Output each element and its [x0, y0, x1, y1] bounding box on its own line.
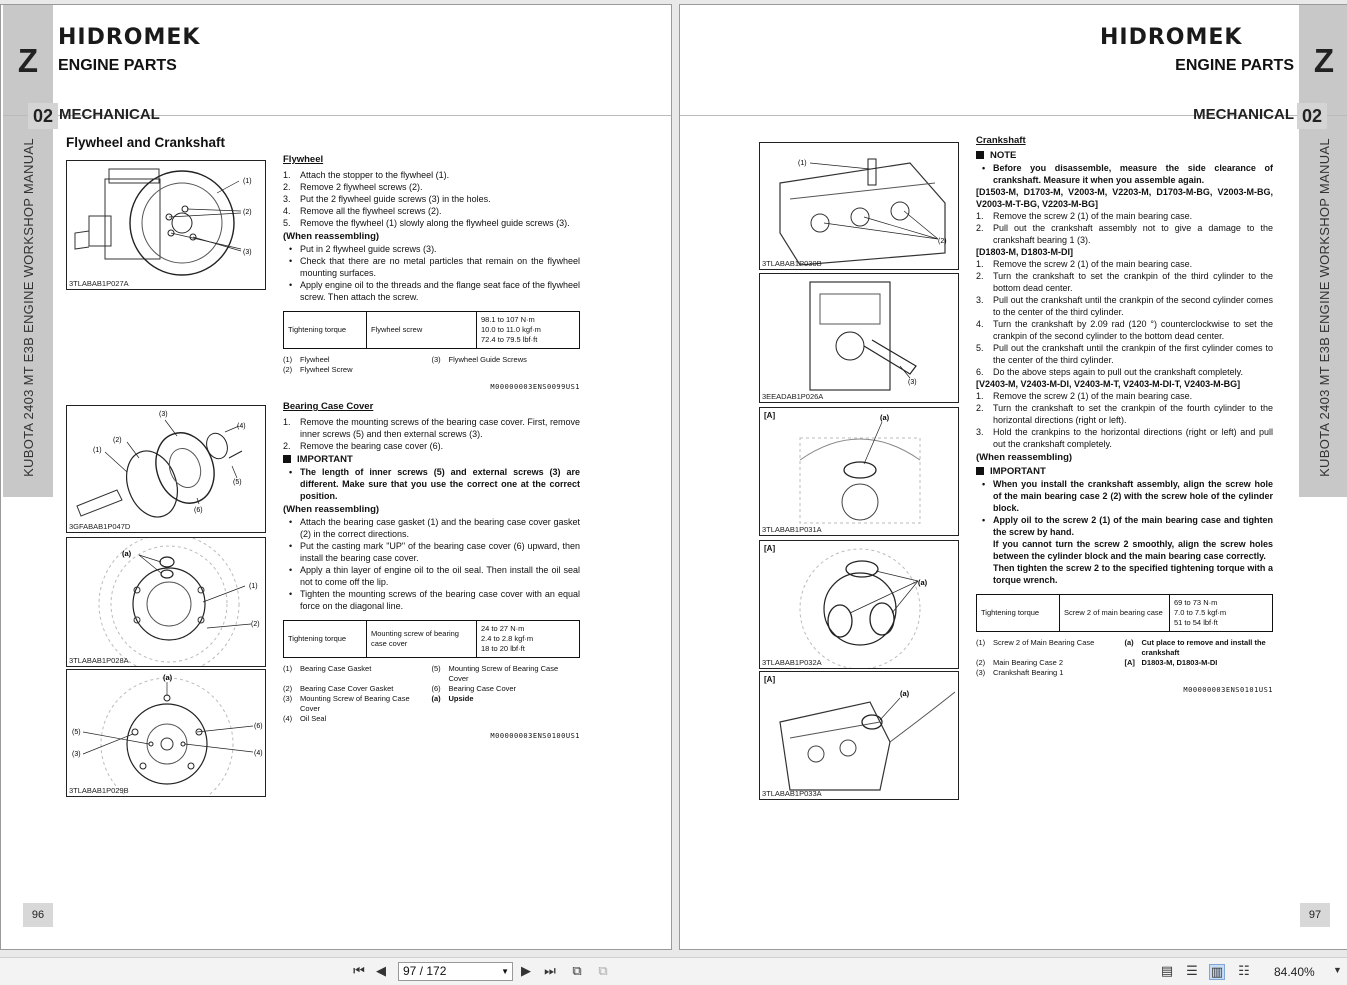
important-heading: IMPORTANT: [283, 454, 580, 466]
important-heading: IMPORTANT: [976, 466, 1273, 478]
figure-legend: [976, 638, 1273, 678]
list-item: • Before you disassemble, measure the side clearance of crankshaft. Measure it when you assemble again.: [976, 162, 1273, 186]
legend-item: (1) Flywheel: [283, 355, 330, 364]
torque-item: Mounting screw of bearing case cover: [367, 621, 477, 658]
fig2-label-6: (6): [194, 507, 203, 514]
list-item: 1. Attach the stopper to the flywheel (1).: [283, 170, 450, 180]
crankshaft-title: Crankshaft: [976, 135, 1026, 146]
next-page-icon[interactable]: ▶: [521, 964, 531, 979]
side-manual-title: KUBOTA 2403 MT E3B ENGINE WORKSHOP MANUAL: [20, 137, 36, 477]
continuous-facing-view-icon[interactable]: ☷: [1238, 964, 1250, 979]
section-letter: Z: [17, 42, 39, 79]
single-page-view-icon[interactable]: ▤: [1160, 964, 1174, 979]
fig3-label-1: (1): [249, 583, 258, 590]
figure-code: 3TLABAB1P027A: [69, 279, 129, 288]
list-item: • Apply a thin layer of engine oil to the oil seal. Then install the oil seal not to come off the lip.: [283, 564, 580, 588]
steps-group-2: [976, 258, 1273, 378]
fig2-label-1: (1): [93, 447, 102, 454]
figure-bearing-screws: [66, 669, 266, 797]
list-item: • The length of inner screws (5) and external screws (3) are different. Make sure that you use the correct one at the correct position.: [283, 466, 580, 502]
legend-item: (3) Mounting Screw of Bearing Case Cover: [283, 694, 410, 713]
continuous-view-icon[interactable]: ☰: [1186, 964, 1198, 979]
legend-item: (4) Oil Seal: [283, 714, 327, 723]
bearing-steps: [283, 416, 580, 452]
figure-code: 3GFABAB1P047D: [69, 522, 131, 531]
list-item: 1. Remove the screw 2 (1) of the main bearing case.: [976, 211, 1193, 221]
previous-page-icon[interactable]: ◀: [376, 964, 386, 979]
side-manual-title: KUBOTA 2403 MT E3B ENGINE WORKSHOP MANUAL: [1316, 137, 1332, 477]
cut-place-illustration-1: [760, 408, 959, 536]
chapter-number: 02: [1297, 103, 1327, 129]
list-item: 1. Remove the screw 2 (1) of the main bearing case.: [976, 259, 1193, 269]
torque-table: [283, 311, 580, 349]
figure-flywheel: [66, 160, 266, 290]
chevron-down-icon[interactable]: ▼: [501, 967, 509, 976]
legend-item: (6) Bearing Case Cover: [431, 684, 517, 693]
crankshaft-pull-illustration: [760, 274, 959, 403]
facing-pages-view-icon[interactable]: ▥: [1210, 965, 1224, 980]
cut-place-illustration-2: [760, 541, 959, 669]
list-item: 4. Turn the crankshaft by 2.09 rad (120 °) counterclockwise to set the crankpin of the second cylinder to the bottom dead center.: [976, 319, 1273, 341]
cut-place-illustration-3: [760, 672, 959, 800]
list-item: 1. Remove the mounting screws of the bearing case cover. First, remove inner screws (5) and then external screws (3).: [283, 417, 580, 439]
list-item: • Attach the bearing case gasket (1) and the bearing case cover gasket (2) in the correct directions.: [283, 516, 580, 540]
legend-item: (2) Main Bearing Case 2: [976, 658, 1064, 667]
list-item: • Check that there are no metal particles that remain on the flywheel mounting surfaces.: [283, 255, 580, 279]
last-page-icon[interactable]: ⏭: [544, 964, 556, 979]
go-forward-view-icon[interactable]: ⧉: [598, 964, 608, 979]
list-item: 5. Remove the flywheel (1) slowly along the flywheel guide screws (3).: [283, 218, 570, 228]
flywheel-section: [283, 154, 580, 393]
fig2-label-5: (5): [233, 479, 242, 486]
fig2-label-4: (4): [237, 423, 246, 430]
figure-crank-cut-place-2: [759, 540, 959, 669]
torque-label: Tightening torque: [284, 621, 367, 658]
torque-label: Tightening torque: [284, 312, 367, 349]
flywheel-steps: [283, 169, 580, 229]
hidromek-logo: HIDROMEK: [58, 25, 201, 50]
figure-crankcase: [759, 142, 959, 270]
list-item: • When you install the crankshaft assembly, align the screw hole of the main bearing case 2 (2) with the screw hole of the cylinder block.: [976, 478, 1273, 514]
fig5-label-2: (2): [938, 238, 947, 245]
square-bullet-icon: [976, 467, 984, 475]
crankcase-illustration: [760, 143, 959, 270]
legend-item: (2) Flywheel Screw: [283, 365, 353, 374]
fig2-label-2: (2): [113, 437, 122, 444]
list-item: 2. Remove 2 flywheel screws (2).: [283, 182, 423, 192]
torque-values: 98.1 to 107 N·m 10.0 to 11.0 kgf·m 72.4 to 79.5 lbf·ft: [477, 312, 580, 349]
fig3-label-2: (2): [251, 621, 260, 628]
bearing-section: [283, 401, 580, 742]
model-group-3: [V2403-M, V2403-M-DI, V2403-M-T, V2403-M-DI-T, V2403-M-BG]: [976, 379, 1241, 389]
fig8-label-a: (a): [918, 578, 928, 587]
flywheel-title: Flywheel: [283, 154, 324, 165]
steps-group-3: [976, 390, 1273, 450]
legend-item: (a) Upside: [431, 694, 474, 703]
chapter-number: 02: [28, 103, 58, 129]
figure-legend: [283, 664, 580, 724]
viewer-toolbar: [0, 957, 1347, 985]
legend-item: (1) Screw 2 of Main Bearing Case: [976, 638, 1095, 647]
figure-code: 3TLABAB1P029B: [69, 786, 129, 795]
important-extra: If you cannot turn the screw 2 smoothly, align the screw holes between the cylinder block and the main bearing case correctly. Then tighten the screw 2 to the specified tightening torque with a torque wrench.: [993, 539, 1273, 585]
bearing-upside-illustration: [67, 538, 266, 667]
fig6-label-3: (3): [908, 379, 917, 386]
section-letter: Z: [1313, 42, 1335, 79]
page-number-input[interactable]: 97 / 172 ▼: [398, 962, 513, 981]
torque-values: 24 to 27 N·m 2.4 to 2.8 kgf·m 18 to 20 lbf·ft: [477, 621, 580, 658]
zoom-dropdown-icon[interactable]: ▼: [1333, 965, 1342, 975]
list-item: 3. Put the 2 flywheel guide screws (3) in the holes.: [283, 194, 491, 204]
list-item: 2. Turn the crankshaft to set the crankpin of the fourth cylinder to the horizontal directions (right or left).: [976, 403, 1273, 425]
first-page-icon[interactable]: ⏮: [353, 964, 365, 979]
list-item: • Put in 2 flywheel guide screws (3).: [283, 243, 580, 255]
crankshaft-section: [976, 135, 1273, 696]
chapter-title: MECHANICAL: [1193, 106, 1294, 123]
doc-code: M00000003ENS0099US1: [490, 383, 580, 391]
page-heading: Flywheel and Crankshaft: [66, 135, 226, 150]
reassembly-heading: (When reassembling): [283, 231, 380, 242]
figure-code: 3TLABAB1P028A: [69, 656, 129, 665]
fig4-label-6: (6): [254, 723, 263, 730]
fig4-label-5: (5): [72, 729, 81, 736]
fig2-label-3: (3): [159, 411, 168, 418]
figure-bearing-case-cover: [66, 405, 266, 533]
list-item: 3. Pull out the crankshaft until the crankpin of the second cylinder comes to the center of the third cylinder.: [976, 295, 1273, 317]
fig3-label-a: (a): [122, 549, 132, 558]
fig4-label-3: (3): [72, 751, 81, 758]
figure-code: 3EEADAB1P026A: [762, 392, 824, 401]
bearing-case-illustration: [67, 406, 266, 533]
model-group-2: [D1803-M, D1803-M-DI]: [976, 247, 1074, 257]
page-97: [679, 4, 1347, 950]
flywheel-reassembly: [283, 243, 580, 303]
list-item: 3. Hold the crankpins to the horizontal directions (right or left) and pull out the crankshaft completely.: [976, 427, 1273, 449]
chapter-title: MECHANICAL: [59, 106, 160, 123]
doc-code: M00000003ENS0101US1: [1183, 686, 1273, 694]
legend-item: [A] D1803-M, D1803-M-DI: [1124, 658, 1218, 667]
flywheel-illustration: [67, 161, 266, 290]
legend-item: (2) Bearing Case Cover Gasket: [283, 684, 394, 693]
note-heading: NOTE: [976, 150, 1273, 162]
fig7-label-a: (a): [880, 413, 890, 422]
legend-item: (1) Bearing Case Gasket: [283, 664, 372, 673]
page-number: 96: [23, 903, 53, 927]
reassembly-heading: (When reassembling): [976, 452, 1073, 463]
page-number: 97: [1300, 903, 1330, 927]
figure-code: 3TLABAB1P033A: [762, 789, 822, 798]
list-item: • Apply engine oil to the threads and the flange seat face of the flywheel screw. Then attach the screw.: [283, 279, 580, 303]
figure-tag: [A]: [764, 411, 776, 420]
fig1-label-3: (3): [243, 249, 252, 256]
steps-group-1: [976, 210, 1273, 246]
section-title: ENGINE PARTS: [1175, 57, 1294, 74]
list-item: 2. Remove the bearing case cover (6).: [283, 441, 444, 451]
bearing-screws-illustration: [67, 670, 266, 797]
legend-item: (3) Crankshaft Bearing 1: [976, 668, 1064, 677]
figure-tag: [A]: [764, 544, 776, 553]
model-group-1: [D1503-M, D1703-M, V2003-M, V2203-M, D1703-M-BG, V2003-M-BG, V2003-M-T-BG, V2203-M-BG]: [976, 187, 1273, 209]
figure-tag: [A]: [764, 675, 776, 684]
torque-values: 69 to 73 N·m 7.0 to 7.5 kgf·m 51 to 54 lbf·ft: [1170, 595, 1273, 632]
torque-item: Flywheel screw: [367, 312, 477, 349]
fig9-label-a: (a): [900, 689, 910, 698]
fig1-label-1: (1): [243, 178, 252, 185]
legend-item: (3) Flywheel Guide Screws: [431, 355, 527, 364]
figure-code: 3TLABAB1P030B: [762, 259, 822, 268]
hidromek-logo: HIDROMEK: [1100, 25, 1243, 50]
section-title: ENGINE PARTS: [58, 57, 177, 74]
go-back-view-icon[interactable]: ⧉: [572, 964, 582, 979]
torque-table: [283, 620, 580, 658]
list-item: • Tighten the mounting screws of the bearing case cover with an equal force on the diagonal line.: [283, 588, 580, 612]
fig4-label-a: (a): [163, 673, 173, 682]
page-96: [0, 4, 672, 950]
list-item: 2. Pull out the crankshaft assembly not to give a damage to the crankshaft bearing 1 (3).: [976, 223, 1273, 245]
list-item: 5. Pull out the crankshaft until the crankpin of the first cylinder comes to the center of the third cylinder.: [976, 343, 1273, 365]
legend-item: (5) Mounting Screw of Bearing Case Cover: [431, 664, 559, 683]
fig5-label-1: (1): [798, 160, 807, 167]
figure-crankshaft-pull: [759, 273, 959, 403]
doc-code: M00000003ENS0100US1: [490, 732, 580, 740]
figure-code: 3TLABAB1P032A: [762, 658, 822, 667]
figure-crank-cut-place-1: [759, 407, 959, 536]
square-bullet-icon: [283, 455, 291, 463]
square-bullet-icon: [976, 151, 984, 159]
list-item: 4. Remove all the flywheel screws (2).: [283, 206, 442, 216]
bearing-reassembly: [283, 516, 580, 612]
bearing-title: Bearing Case Cover: [283, 401, 374, 412]
legend-item: (a) Cut place to remove and install the crankshaft: [1124, 638, 1266, 657]
important-list: [283, 466, 580, 502]
zoom-level[interactable]: 84.40%: [1274, 965, 1315, 979]
torque-label: Tightening torque: [977, 595, 1060, 632]
figure-legend: [283, 355, 580, 375]
fig1-label-2: (2): [243, 209, 252, 216]
fig4-label-4: (4): [254, 750, 263, 757]
torque-item: Screw 2 of main bearing case: [1060, 595, 1170, 632]
figure-bearing-case-upside: [66, 537, 266, 667]
list-item: • Put the casting mark "UP" of the bearing case cover (6) upward, then install the bearing case cover.: [283, 540, 580, 564]
list-item: 1. Remove the screw 2 (1) of the main bearing case.: [976, 391, 1193, 401]
list-item: • Apply oil to the screw 2 (1) of the main bearing case and tighten the screw by hand.: [976, 514, 1273, 538]
torque-table: [976, 594, 1273, 632]
figure-crank-cut-place-3: [759, 671, 959, 800]
note-list: [976, 162, 1273, 186]
reassembly-heading: (When reassembling): [283, 504, 380, 515]
list-item: 6. Do the above steps again to pull out the crankshaft completely.: [976, 367, 1243, 377]
list-item: 2. Turn the crankshaft to set the crankpin of the third cylinder to the bottom dead center.: [976, 271, 1273, 293]
figure-code: 3TLABAB1P031A: [762, 525, 822, 534]
important-list: [976, 478, 1273, 538]
